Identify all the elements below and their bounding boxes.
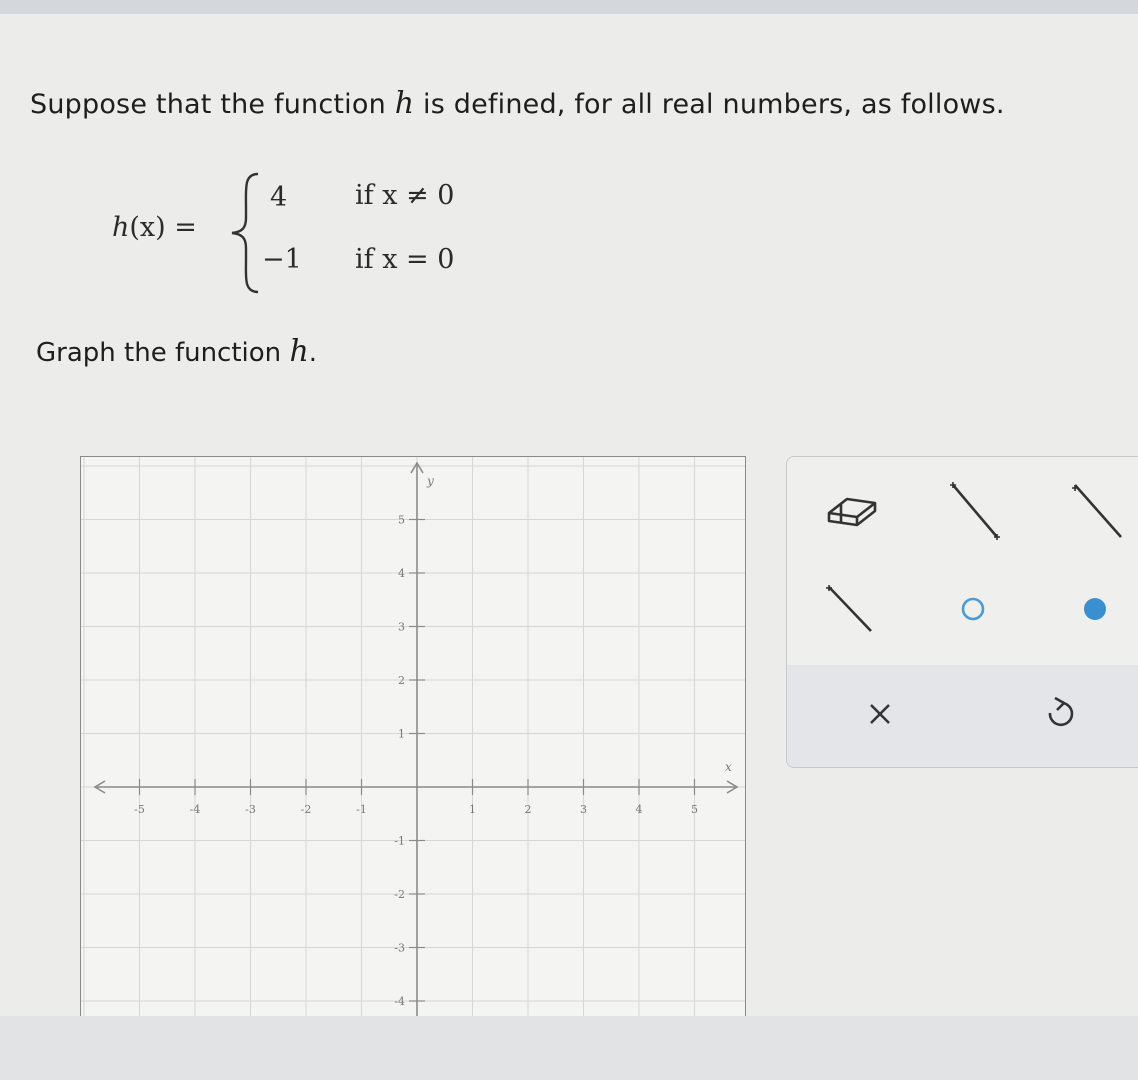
y-tick-label: 1	[398, 727, 405, 741]
y-axis-label: y	[427, 474, 434, 488]
eraser-tool[interactable]	[807, 479, 887, 549]
y-tick-label: -2	[394, 888, 405, 901]
segment-tool[interactable]	[933, 479, 1013, 549]
x-tick-label: -2	[300, 803, 312, 816]
bottom-strip	[0, 1016, 1138, 1080]
prompt-var: h	[289, 334, 309, 369]
question-var: h	[394, 86, 415, 121]
question-prefix: Suppose that the function	[30, 89, 395, 120]
y-tick-label: -1	[394, 834, 405, 848]
y-tick-label: 3	[398, 620, 405, 634]
x-tick-label: -3	[245, 803, 256, 816]
y-tick-label: -4	[394, 995, 405, 1008]
x-tick-label: -1	[356, 803, 367, 816]
top-bar	[0, 0, 1138, 14]
y-tick-label: 5	[398, 513, 405, 527]
open-point-tool[interactable]	[933, 577, 1013, 647]
y-tick-label: 2	[398, 674, 405, 687]
tool-palette	[786, 456, 1138, 768]
undo-icon	[1017, 681, 1097, 751]
line-tool[interactable]	[807, 577, 887, 647]
close-icon	[839, 681, 919, 751]
coordinate-grid[interactable]	[81, 457, 745, 1027]
open-circle-icon	[933, 577, 1013, 647]
case-1-value: 4	[270, 182, 288, 213]
prompt-prefix: Graph the function	[36, 338, 290, 368]
prompt-text	[36, 334, 317, 369]
case-1-condition: if x ≠ 0	[355, 180, 455, 211]
line-icon	[807, 577, 887, 647]
closed-point-tool[interactable]	[1059, 577, 1138, 647]
prompt-suffix: .	[308, 338, 318, 368]
clear-button[interactable]	[839, 681, 919, 751]
x-axis-label: x	[725, 760, 732, 774]
piecewise-definition	[112, 168, 532, 298]
filled-circle-icon	[1059, 577, 1138, 647]
graph-area[interactable]	[80, 456, 746, 1027]
y-tick-label: -3	[394, 941, 405, 955]
ray-tool[interactable]	[1059, 479, 1138, 549]
case-2-value: −1	[262, 244, 302, 275]
piecewise-arg: (x) =	[129, 212, 197, 243]
action-bar	[787, 665, 1138, 767]
curly-brace	[224, 168, 264, 298]
x-tick-label: 1	[469, 803, 476, 816]
case-2-condition: if x = 0	[355, 244, 455, 275]
x-tick-label: 3	[580, 803, 587, 816]
piecewise-lhs	[112, 212, 197, 243]
segment-icon	[933, 479, 1013, 549]
x-tick-label: -5	[134, 803, 145, 816]
piecewise-fn-name: h	[112, 212, 130, 243]
x-tick-label: 2	[524, 803, 532, 816]
question-text	[30, 86, 1005, 121]
y-tick-label: 4	[398, 567, 405, 580]
eraser-icon	[807, 479, 887, 549]
x-tick-label: 4	[635, 803, 643, 816]
x-tick-label: 5	[691, 803, 698, 816]
undo-button[interactable]	[1017, 681, 1097, 751]
ray-icon	[1059, 479, 1138, 549]
question-suffix: is defined, for all real numbers, as follows.	[414, 89, 1005, 120]
x-tick-label: -4	[189, 803, 201, 816]
